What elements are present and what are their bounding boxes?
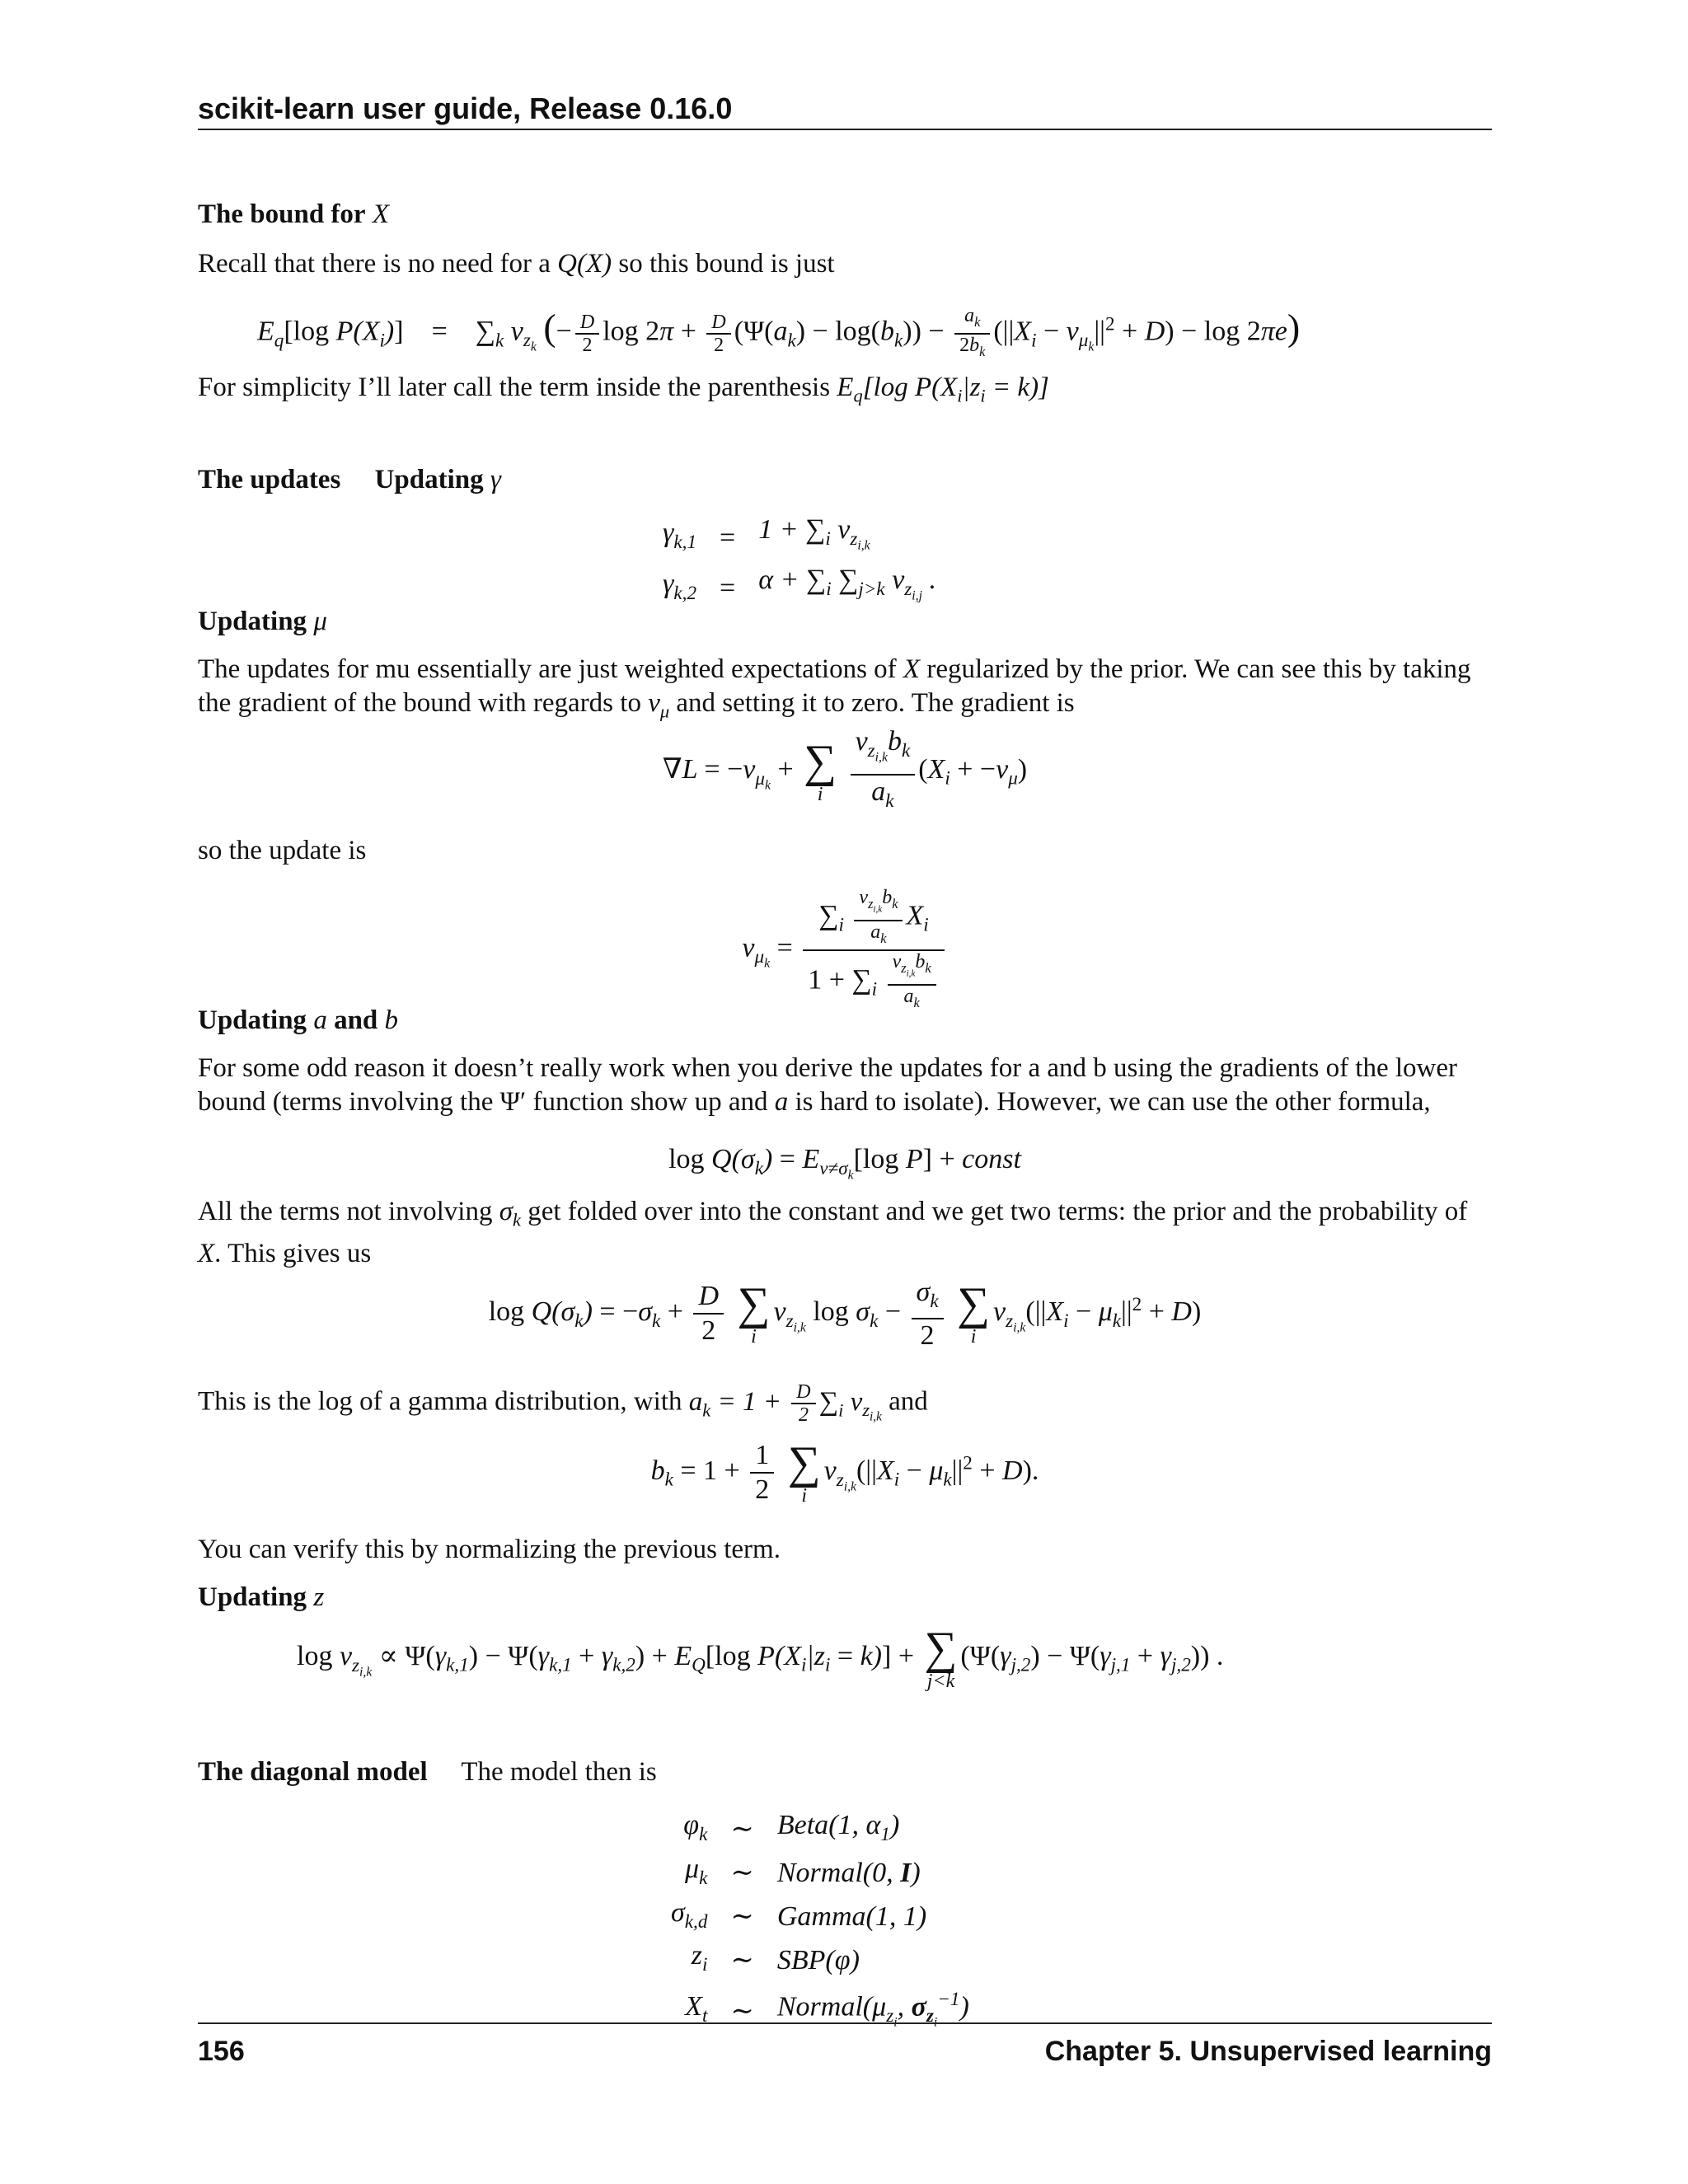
model-row: $\varphi_k$ ∼ Beta(1, $\alpha_1$) <box>683 1810 900 1845</box>
equation-logq-formula: $\log Q(\sigma_k) = E_{v\ne\sigma_k}[\log$ P] + const <box>668 1144 1021 1183</box>
equation-z-update: $\log \nu_{z_{i,k}} \propto \Psi(\gamma_{k,1}) - \Psi(\gamma_{k,1} + \gamma_{k,2}) + E_Q[\log$ $P(X_i|z_i = k)$] + ∑ j<k $(\Psi(\gamma_{j,2}) - \Psi(\gamma_{j,1} + \gamma_{j,2}))$ . <box>297 1623 1224 1692</box>
header-rule <box>198 129 1492 130</box>
paragraph-gamma-dist: This is the log of a gamma distribution, with $a_k = 1$ + $\frac{D}{2}$ $\sum_i$ $\nu_{z_{i,k}}$ and <box>198 1381 928 1426</box>
paragraph-so-update: so the update is <box>198 836 367 865</box>
chapter-title: Chapter 5. Unsupervised learning <box>1044 2036 1492 2067</box>
footer-rule <box>198 2022 1492 2024</box>
paragraph-mu: The updates for mu essentially are just weighted expectations of X regularized by the prior. We can see this by taking the gradient of the bound with regards to $\nu_\mu$ and setting it to zero. The gradient is <box>198 654 1471 722</box>
model-row: $X_t$ ∼ $Normal(\mu_{z_i}$, $\sigma_{z_i}^{-1}$) <box>685 1989 969 2030</box>
equation-nu-mu-update: $\nu_{\mu_k}$ = $\sum_i$ $\frac{\nu_{z_{i,k}}b_k}{a_k}$ $X_i$ $1 + \sum_i$ $\frac{\nu_{z_{i,k}}b_k}{a_k}$ <box>198 887 1492 1014</box>
section-heading-updating-ab: Updating a and b <box>198 1005 399 1035</box>
model-row: $\mu_k$ ∼ Normal(0, I) <box>685 1853 921 1889</box>
paragraph-verify: You can verify this by normalizing the previous term. <box>198 1535 781 1564</box>
page-number: 156 <box>198 2036 245 2067</box>
section-heading-updating-mu: Updating μ <box>198 607 327 636</box>
equation-bk: $b_k = 1$ + $\frac{1}{2}$ ∑ i $\nu_{z_{i,k}}(||X_i - \mu_k||^2 + D)$. <box>650 1437 1039 1507</box>
running-header: scikit-learn user guide, Release 0.16.0 <box>198 91 733 125</box>
section-heading-bound: The bound for X <box>198 199 389 229</box>
equation-bound-x: $E_q[\log$ $P(X_i)$] = $\sum_k$ $\nu_{z_k}$ (− $\frac{D}{2}$ log 2π + $\frac{D}{2}$ $(\Psi(a_k) - \log(b_k))$ − $\frac{a_k}{2b_k}$ $(||X_i - \nu_{\mu_k}||^2 + D) - \log 2\pi e$) <box>257 305 1301 359</box>
section-heading-diagonal: The diagonal model The model then is <box>198 1757 657 1787</box>
model-row: $\sigma_{k,d}$ ∼ Gamma(1, 1) <box>671 1896 927 1933</box>
equation-gradient: $\nabla L = -\nu_{\mu_k}$ + ∑ i $\frac{\nu_{z_{i,k}}b_k}{a_k}$ $(X_i + -\nu_\mu)$ <box>662 726 1028 813</box>
model-row: $z_i$ ∼ SBP(φ) <box>691 1940 860 1976</box>
equation-diagonal-model <box>659 1808 981 2041</box>
equation-logq-sigma: $\log Q(\sigma_k) = -\sigma_k$ + $\frac{D}{2}$ ∑ i $\nu_{z_{i,k}}$ $\log \sigma_k$ − $\frac{\sigma_k}{2}$ ∑ i $\nu_{z_{i,k}}(||X_i - \mu_k||^2 + D)$ <box>488 1277 1202 1351</box>
paragraph-simplicity: For simplicity I’ll later call the term inside the parenthesis $E_q[\log$ $P(X_i|z_i = k)$] <box>198 373 1049 406</box>
section-heading-updates: The updates Updating γ <box>198 465 501 494</box>
equation-gamma-updates: $\gamma_{k,1}$ = $1 + \sum_i$ $\nu_{z_{i,k}}$ $\gamma_{k,2}$ = $\alpha + \sum_i$ $\sum_{j>k}$ $\nu_{z_{i,j}}$ . <box>663 514 936 604</box>
paragraph-fold: All the terms not involving $\sigma_k$ get folded over into the constant and we get two terms: the prior and the probability of X. This gives us <box>198 1197 1468 1268</box>
paragraph-ab: For some odd reason it doesn’t really work when you derive the updates for a and b using the gradients of the lower bound (terms involving the Ψ′ function show up and a is hard to isolate). However, we can use the other formula, <box>198 1053 1458 1117</box>
section-heading-updating-z: Updating z <box>198 1582 325 1612</box>
paragraph-recall: Recall that there is no need for a Q(X) so this bound is just <box>198 249 835 279</box>
